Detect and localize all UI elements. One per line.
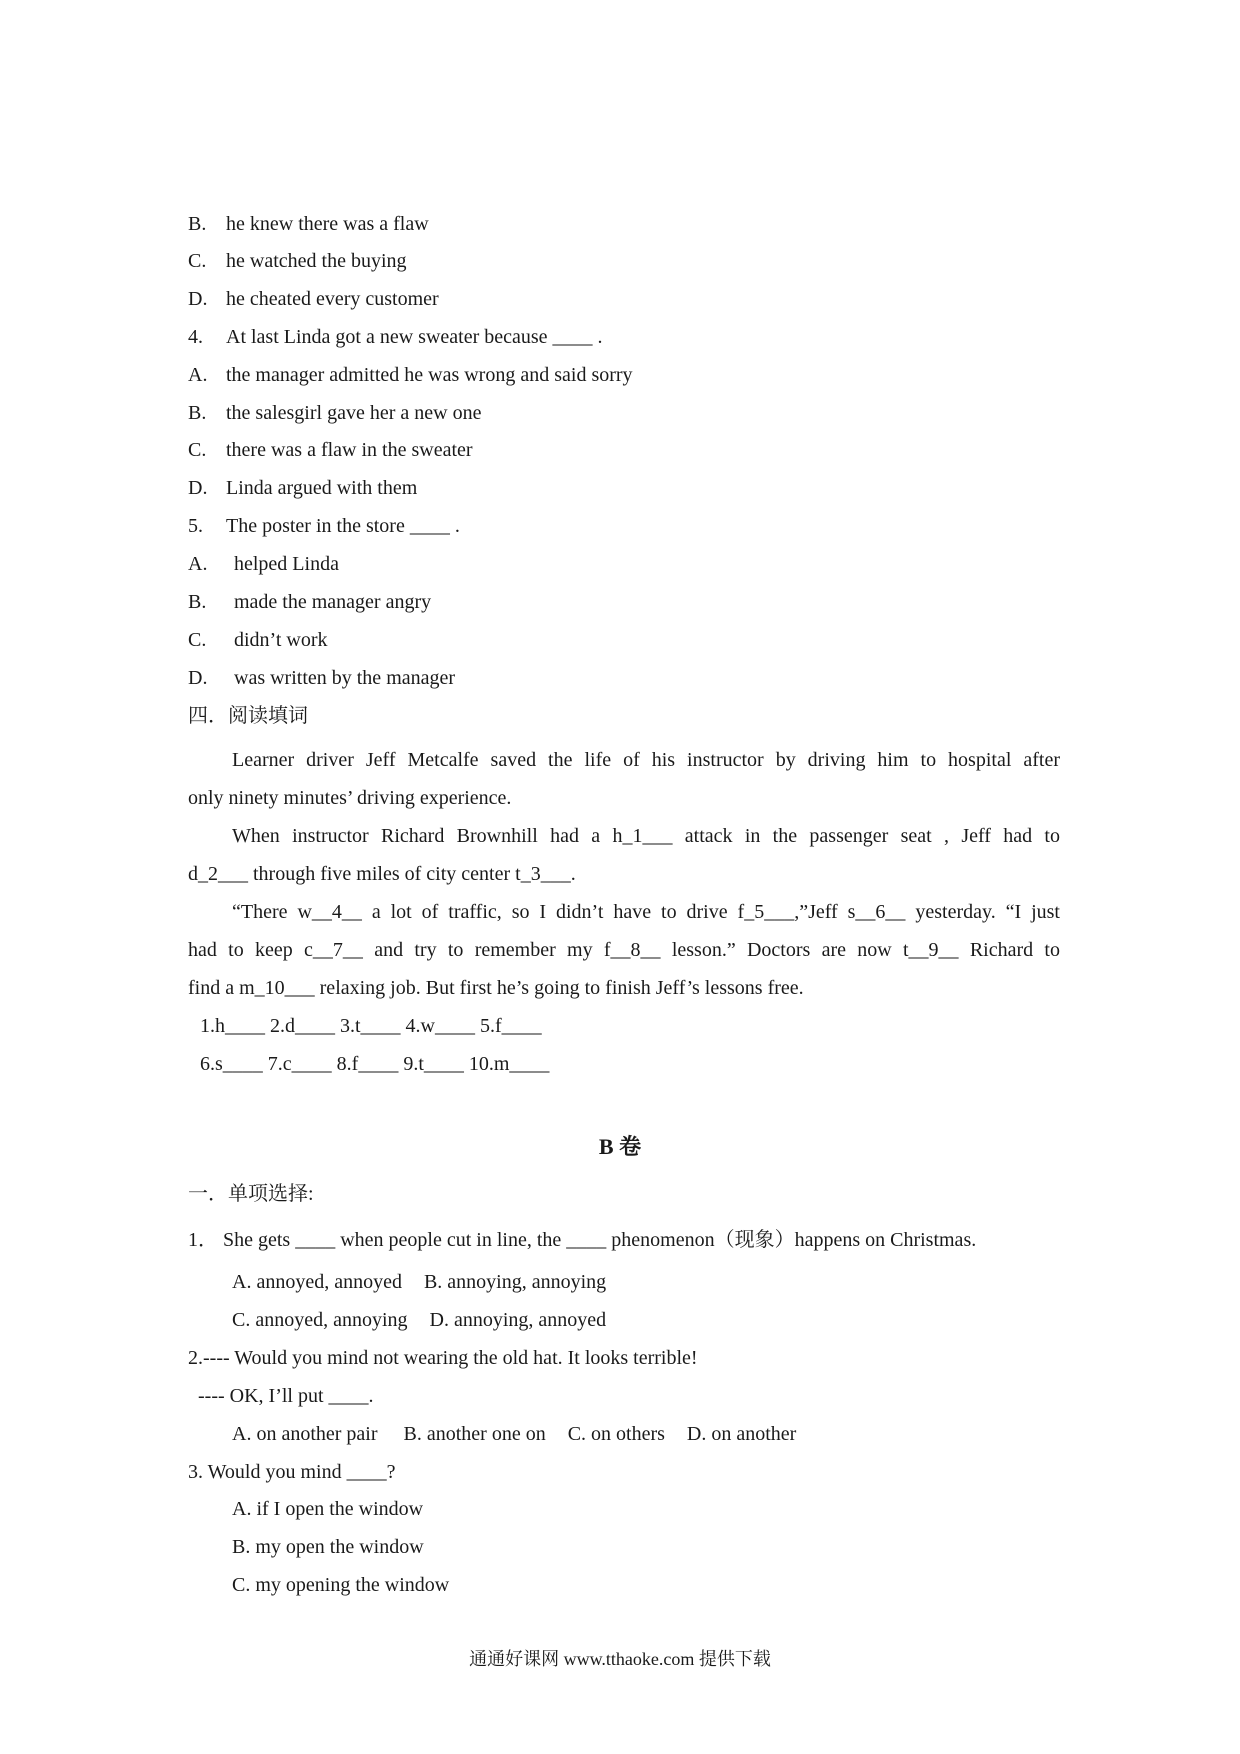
q3-option-b: B. he knew there was a flaw (188, 213, 429, 235)
passage-line-3: When instructor Richard Brownhill had a h_1___ attack in the passenger seat , Jeff had to (232, 825, 1060, 847)
q5-option-a: A. helped Linda (188, 553, 339, 575)
b-q1-stem: 1． She gets ____ when people cut in line, the ____ phenomenon（现象）happens on Christmas. (188, 1229, 977, 1251)
page-footer: 通通好课网 www.tthaoke.com 提供下载 (469, 1649, 771, 1669)
b-q1-options-row1: A. annoyed, annoyed B. annoying, annoying (232, 1271, 607, 1293)
section4-title: 四．阅读填词 (188, 705, 308, 727)
q5-option-b: B. made the manager angry (188, 591, 432, 613)
passage-line-6: had to keep c__7__ and try to remember my f__8__ lesson.” Doctors are now t__9__ Richard to (188, 939, 1060, 961)
b-q2-stem: 2.---- Would you mind not wearing the old hat. It looks terrible! (188, 1347, 698, 1369)
b-q2-options: A. on another pair B. another one on C. on others D. on another (232, 1423, 797, 1445)
q4-stem: 4. At last Linda got a new sweater because ____ . (188, 326, 603, 348)
answer-row-1: 1.h____ 2.d____ 3.t____ 4.w____ 5.f____ (200, 1015, 542, 1037)
q3-option-c: C. he watched the buying (188, 250, 407, 272)
q5-stem: 5. The poster in the store ____ . (188, 515, 460, 537)
part-b-section1-title: 一．单项选择: (188, 1183, 314, 1205)
b-q3-option-b: B. my open the window (232, 1536, 424, 1558)
b-q2-reply: ---- OK, I’ll put ____. (198, 1385, 374, 1407)
q4-option-c: C. there was a flaw in the sweater (188, 439, 473, 461)
passage-line-7: find a m_10___ relaxing job. But first he’s going to finish Jeff’s lessons free. (188, 977, 804, 999)
passage-line-1: Learner driver Jeff Metcalfe saved the life of his instructor by driving him to hospital after (232, 749, 1060, 771)
passage-line-4: d_2___ through five miles of city center t_3___. (188, 863, 576, 885)
passage-line-2: only ninety minutes’ driving experience. (188, 787, 512, 809)
q5-option-d: D. was written by the manager (188, 667, 456, 689)
b-q1-options-row2: C. annoyed, annoying D. annoying, annoyed (232, 1309, 607, 1331)
b-q3-option-a: A. if I open the window (232, 1498, 424, 1520)
q5-option-c: C. didn’t work (188, 629, 328, 651)
b-q3-stem: 3. Would you mind ____? (188, 1461, 396, 1483)
q4-option-d: D. Linda argued with them (188, 477, 418, 499)
part-b-title: B 卷 (598, 1134, 642, 1159)
q4-option-b: B. the salesgirl gave her a new one (188, 402, 482, 424)
q4-option-a: A. the manager admitted he was wrong and said sorry (188, 364, 633, 386)
b-q3-option-c: C. my opening the window (232, 1574, 450, 1596)
passage-line-5: “There w__4__ a lot of traffic, so I didn’t have to drive f_5___,”Jeff s__6__ yesterday. “I just (232, 901, 1060, 923)
q3-option-d: D. he cheated every customer (188, 288, 439, 310)
answer-row-2: 6.s____ 7.c____ 8.f____ 9.t____ 10.m____ (200, 1053, 550, 1075)
